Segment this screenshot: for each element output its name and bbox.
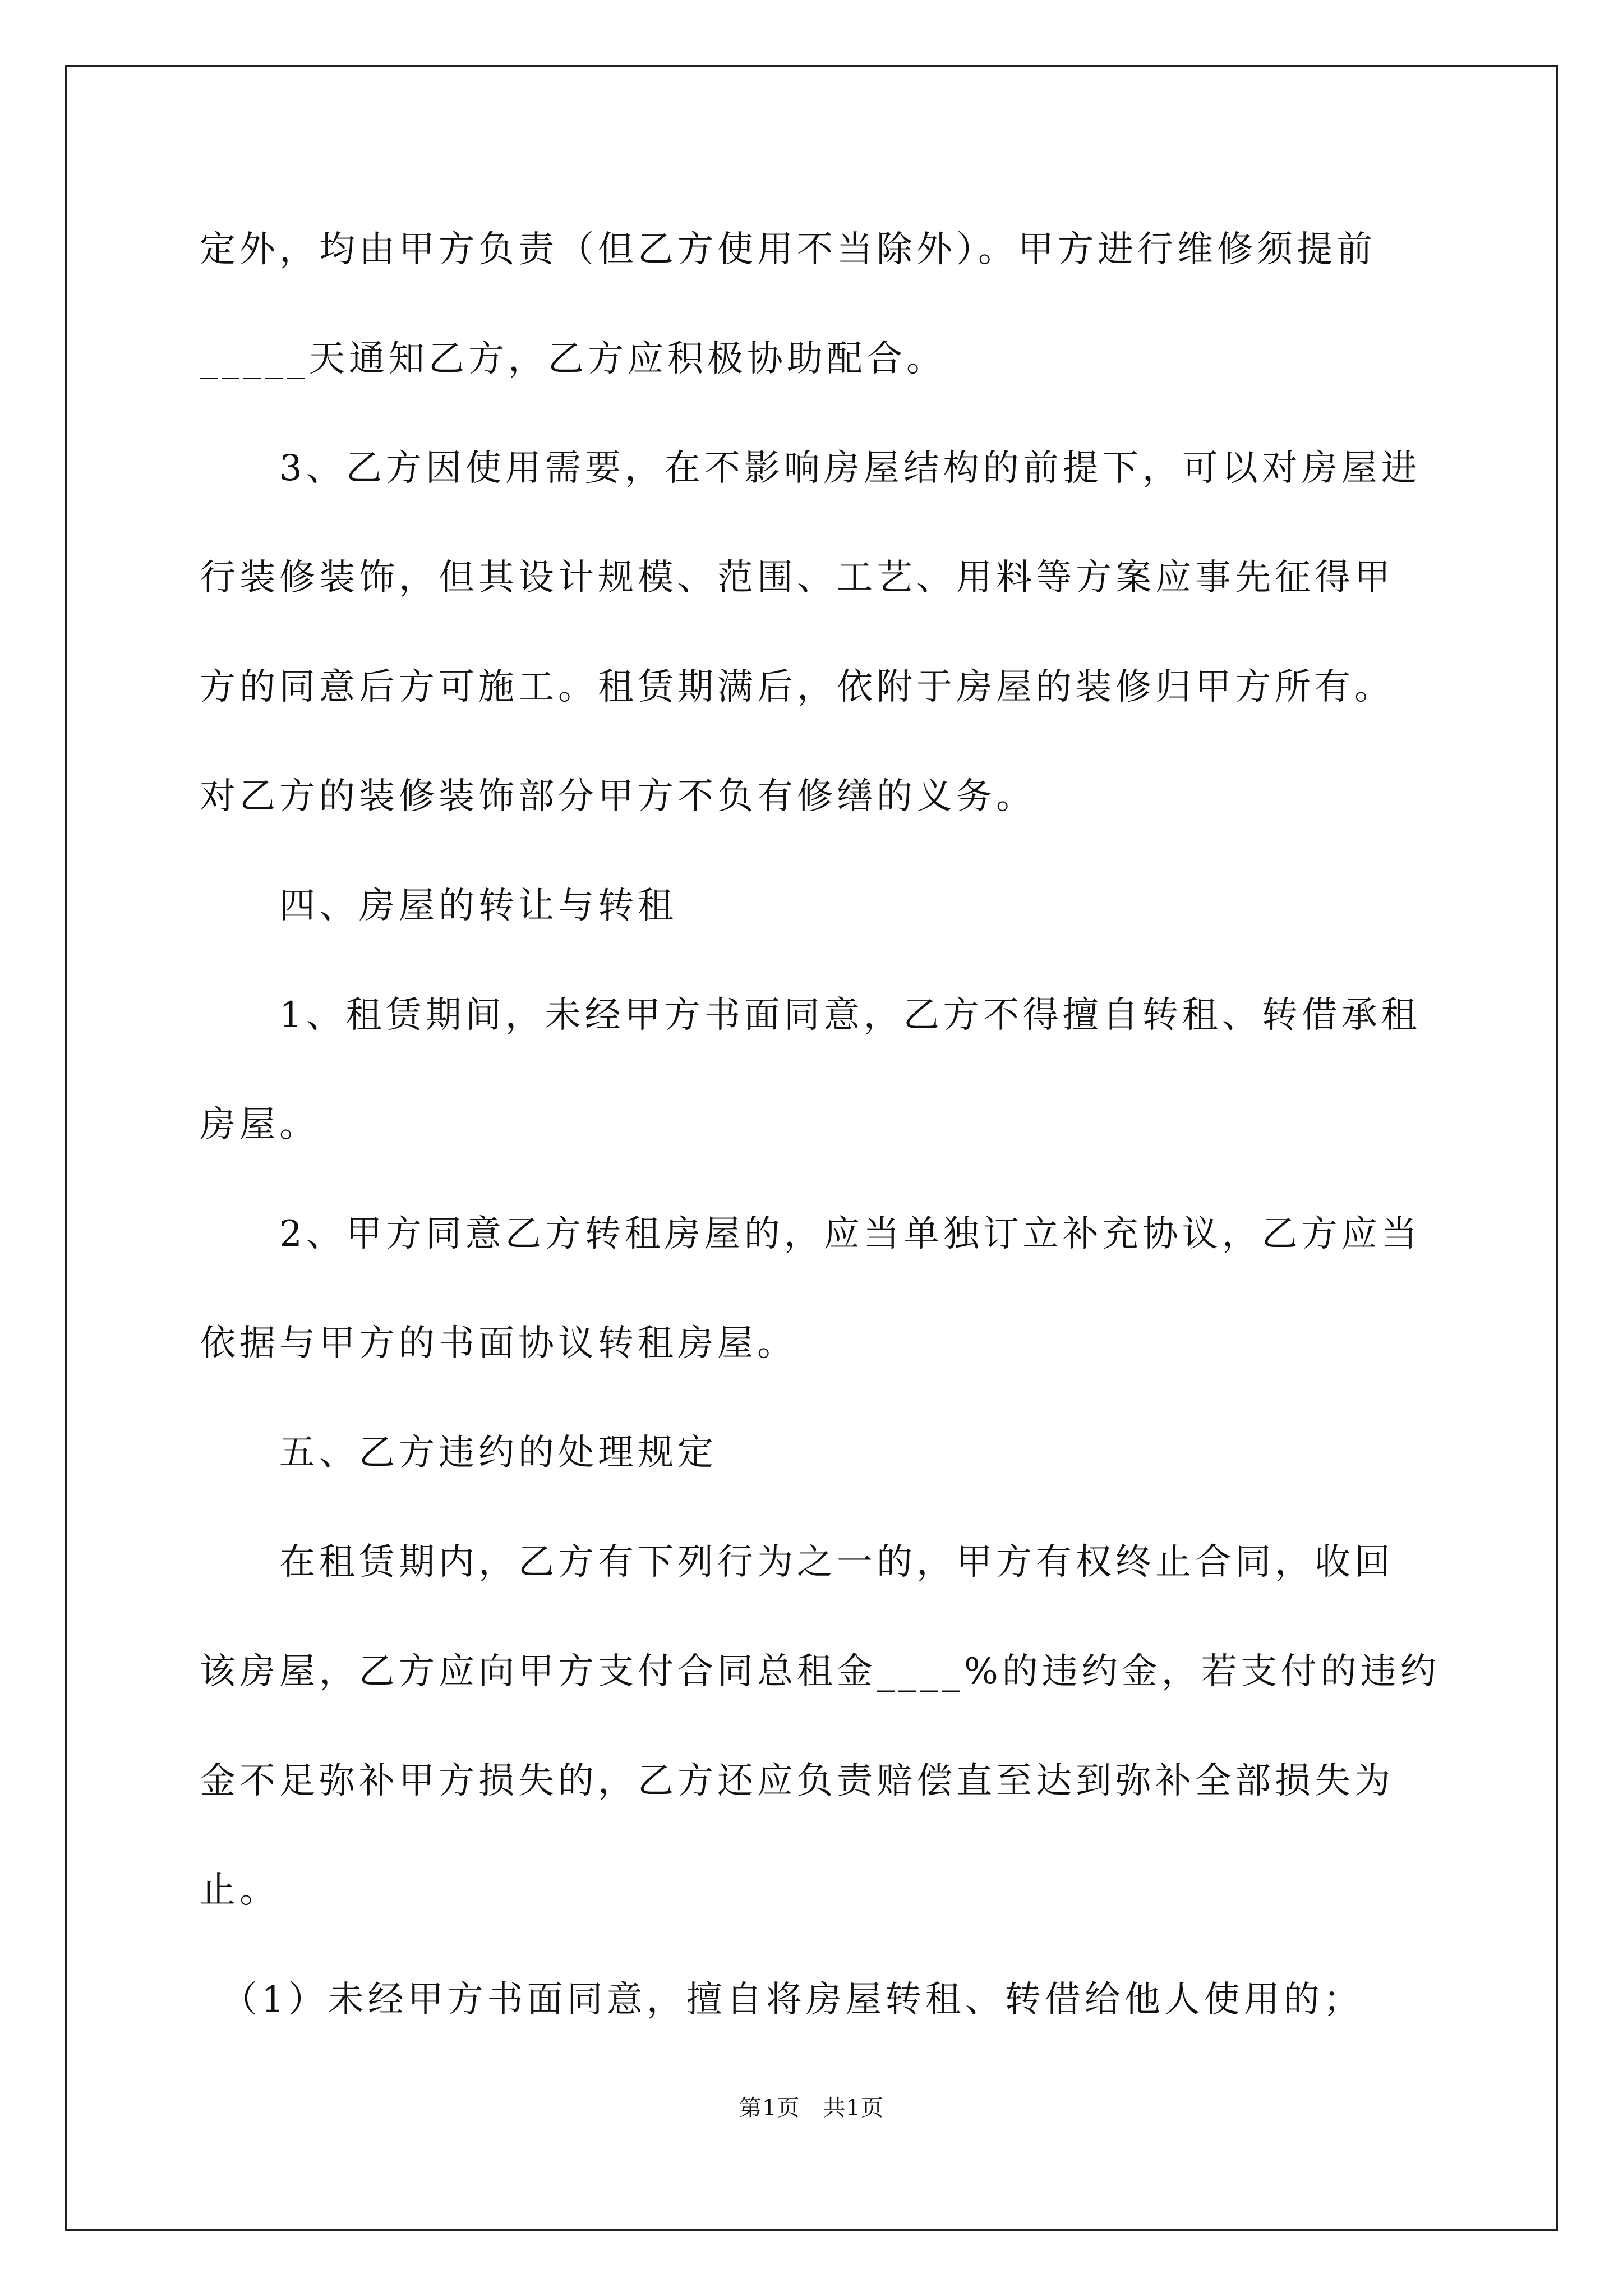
text-line: 定外，均由甲方负责（但乙方使用不当除外）。甲方进行维修须提前 bbox=[200, 229, 1376, 270]
text-line: _____天通知乙方，乙方应积极协助配合。 bbox=[200, 338, 946, 380]
text-line: 依据与甲方的书面协议转租房屋。 bbox=[200, 1323, 797, 1364]
text-line: 对乙方的装修装饰部分甲方不负有修缮的义务。 bbox=[200, 776, 1036, 817]
text-line: 房屋。 bbox=[200, 1104, 319, 1145]
page-border bbox=[65, 65, 1558, 2231]
section-heading: 五、乙方违约的处理规定 bbox=[200, 1432, 717, 1474]
page-number-footer: 第1页 共1页 bbox=[739, 2095, 884, 2121]
text-line: 止。 bbox=[200, 1870, 279, 1911]
text-line: 方的同意后方可施工。租赁期满后，依附于房屋的装修归甲方所有。 bbox=[200, 666, 1394, 708]
text-line: 在租赁期内，乙方有下列行为之一的，甲方有权终止合同，收回 bbox=[200, 1542, 1394, 1583]
text-line: （1）未经甲方书面同意，擅自将房屋转租、转借给他人使用的； bbox=[200, 1979, 1363, 2021]
text-line: 2、甲方同意乙方转租房屋的，应当单独订立补充协议，乙方应当 bbox=[200, 1213, 1421, 1255]
text-line: 金不足弥补甲方损失的，乙方还应负责赔偿直至达到弥补全部损失为 bbox=[200, 1760, 1394, 1802]
text-line: 该房屋，乙方应向甲方支付合同总租金____%的违约金，若支付的违约 bbox=[200, 1651, 1440, 1692]
text-line: 行装修装饰，但其设计规模、范围、工艺、用料等方案应事先征得甲 bbox=[200, 557, 1394, 599]
text-line: 3、乙方因使用需要，在不影响房屋结构的前提下，可以对房屋进 bbox=[200, 448, 1421, 489]
section-heading: 四、房屋的转让与转租 bbox=[200, 885, 677, 927]
text-line: 1、租赁期间，未经甲方书面同意，乙方不得擅自转租、转借承租 bbox=[200, 995, 1421, 1036]
